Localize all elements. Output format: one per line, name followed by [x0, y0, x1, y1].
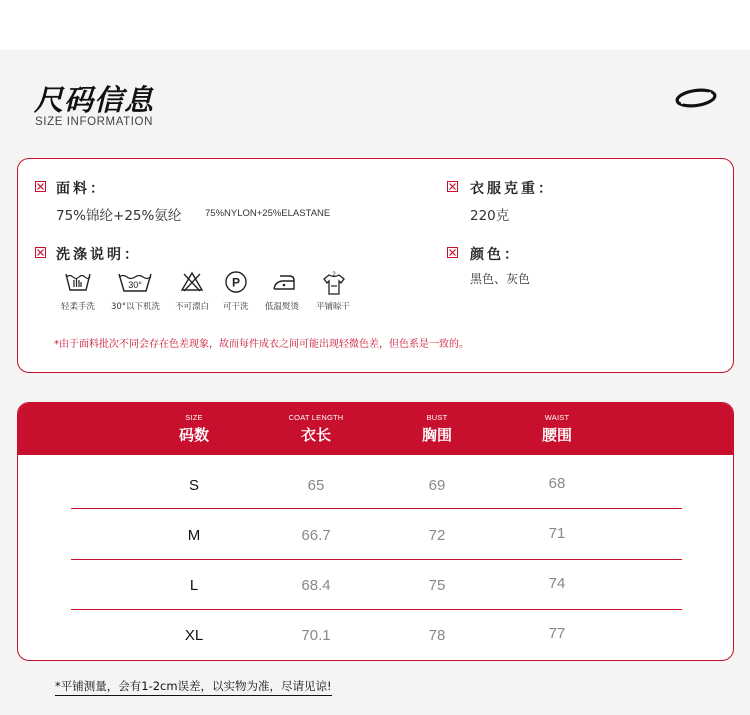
- measurement-footnote: *平铺测量，会有1-2cm误差，以实物为准，尽请见谅!: [55, 678, 332, 696]
- table-row: [18, 611, 733, 661]
- care-item-label: 平铺晾干: [316, 302, 351, 312]
- coat-length-cell: 68.4: [301, 577, 331, 594]
- table-row: [18, 511, 733, 561]
- waist-cell: 71: [548, 525, 566, 542]
- waist-cell: 74: [548, 575, 566, 592]
- header-coat-length: COAT LENGTH 衣长: [288, 413, 344, 444]
- size-cell: L: [189, 577, 199, 594]
- fabric-value: 75%锦纶+25%氨纶: [56, 208, 182, 224]
- no-bleach-icon: [171, 270, 213, 294]
- cross-mark-icon: [447, 181, 458, 192]
- care-item-label: 低温熨烫: [265, 302, 300, 312]
- cross-mark-icon: [35, 247, 46, 258]
- swoosh-logo-icon: [675, 88, 717, 108]
- care-item-label: 可干洗: [223, 302, 249, 312]
- table-row: [18, 461, 733, 511]
- header-waist: WAIST 腰围: [541, 413, 572, 444]
- care-item-label: 30°以下机洗: [111, 302, 161, 312]
- waist-cell: 77: [548, 625, 566, 642]
- coat-length-cell: 70.1: [301, 627, 331, 644]
- waist-cell: 68: [548, 475, 566, 492]
- hand-wash-icon: [57, 270, 99, 294]
- weight-label: 衣服克重：: [470, 181, 555, 197]
- svg-text:P: P: [231, 275, 241, 290]
- bust-cell: 75: [428, 577, 446, 594]
- size-cell: S: [188, 477, 199, 494]
- header-bust: BUST 胸围: [421, 413, 452, 444]
- bust-cell: 72: [428, 527, 446, 544]
- size-cell: M: [187, 527, 201, 544]
- weight-value: 220克: [470, 208, 510, 224]
- coat-length-cell: 65: [307, 477, 325, 494]
- care-item-label: 轻柔手洗: [61, 302, 96, 312]
- table-row: [18, 561, 733, 611]
- color-value: 黑色、灰色: [470, 272, 531, 286]
- color-label: 颜色：: [470, 247, 521, 263]
- size-table: [17, 402, 734, 661]
- color-difference-note: *由于面料批次不同会存在色差现象，故而每件成衣之间可能出现轻微色差，但色系是一致的。: [54, 339, 469, 350]
- page-title: 尺码信息: [34, 83, 155, 117]
- machine-wash-30-icon: [114, 270, 156, 294]
- flat-dry-icon: [313, 270, 355, 296]
- bust-cell: 69: [428, 477, 446, 494]
- fabric-value-en: 75%NYLON+25%ELASTANE: [205, 208, 331, 219]
- page-subtitle: SIZE INFORMATION: [35, 116, 153, 128]
- cross-mark-icon: [447, 247, 458, 258]
- care-label: 洗涤说明：: [56, 247, 141, 263]
- coat-length-cell: 66.7: [301, 527, 331, 544]
- bust-cell: 78: [428, 627, 446, 644]
- size-cell: XL: [184, 627, 204, 644]
- table-header: [18, 403, 733, 455]
- top-margin: [0, 0, 750, 50]
- low-iron-icon: [263, 270, 305, 294]
- header-size: SIZE 码数: [178, 413, 209, 444]
- svg-text:2: 2: [332, 272, 336, 278]
- cross-mark-icon: [35, 181, 46, 192]
- fabric-label: 面料：: [56, 181, 107, 197]
- care-item-label: 不可漂白: [175, 302, 210, 312]
- svg-text:30°: 30°: [128, 280, 142, 290]
- dry-clean-icon: [215, 270, 257, 294]
